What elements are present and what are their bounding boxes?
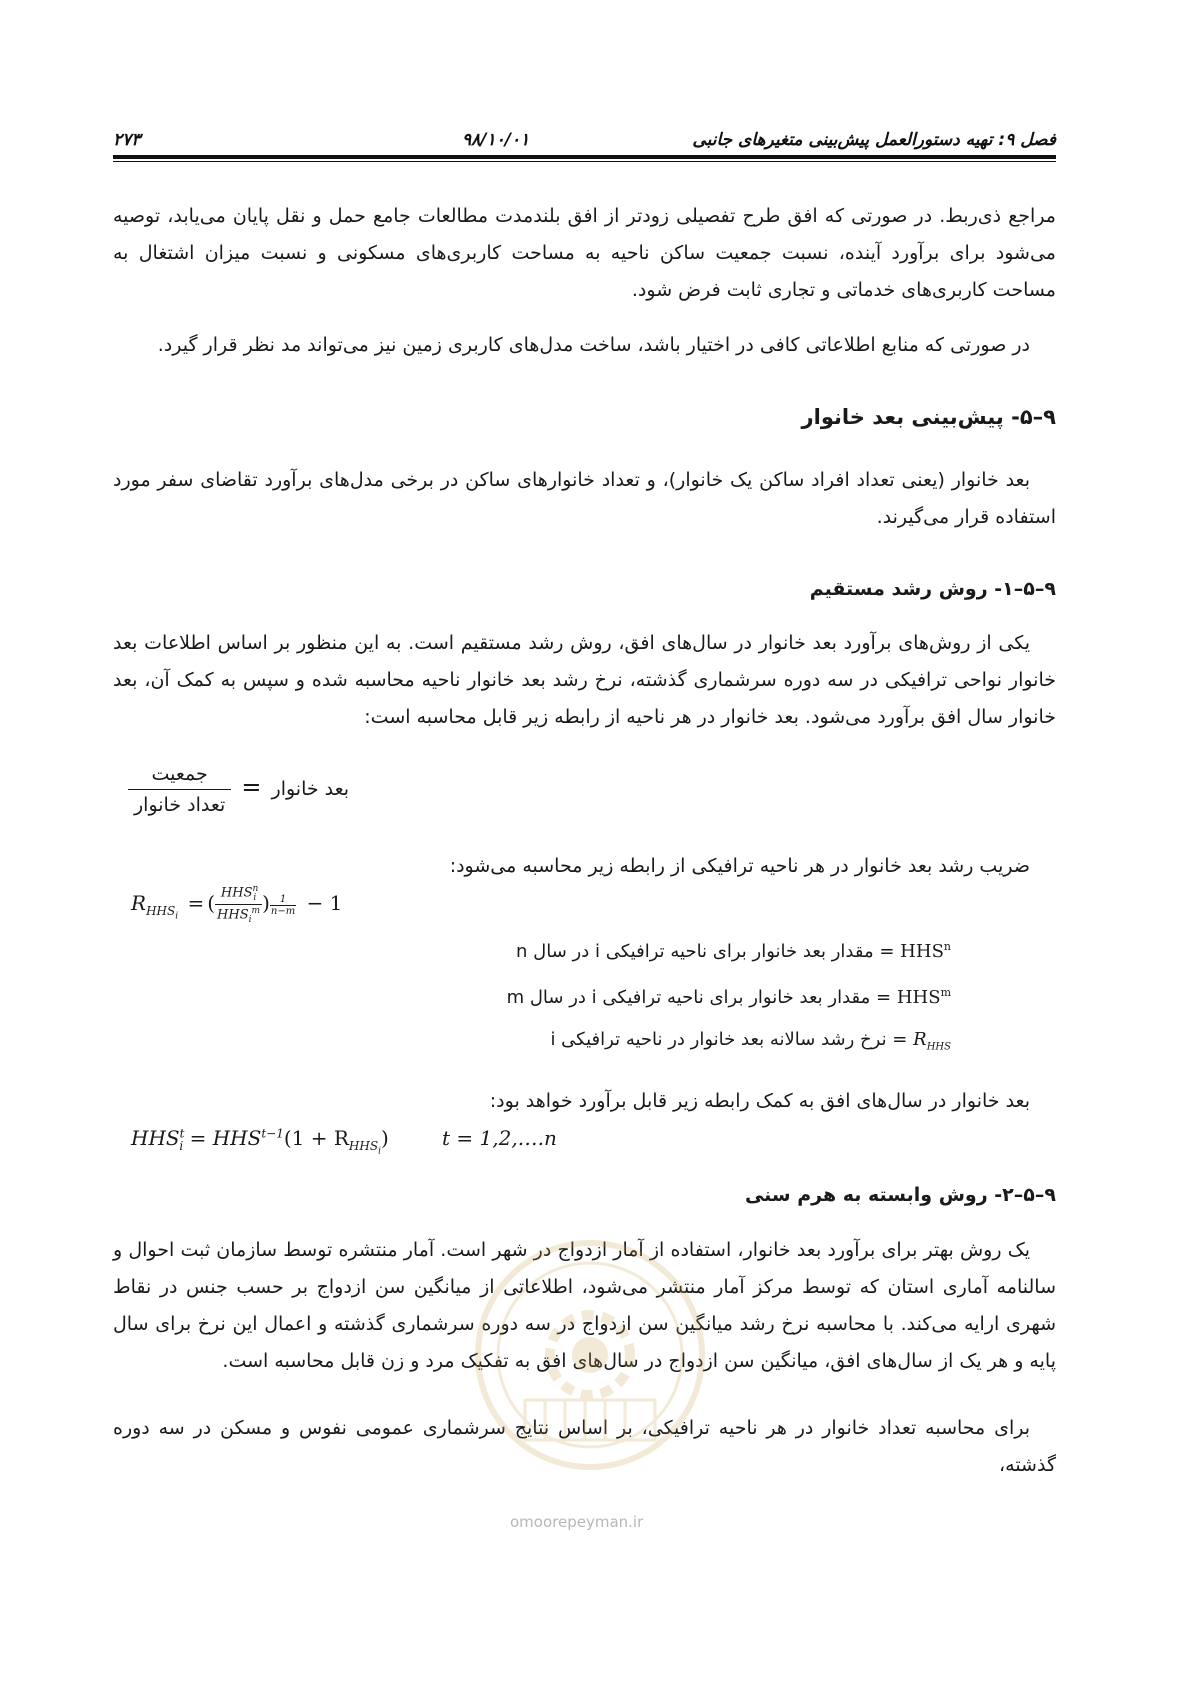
formula2-exponent: [270, 894, 296, 917]
paragraph-9-5-2-body-2-text: برای محاسبه تعداد خانوار در هر ناحیه ترافیکی، بر اساس نتایج سرشماری عمومی نفوس و مسکن در سه دوره گذشته،: [113, 1417, 1056, 1476]
formula2-lhs-subsub: i: [175, 911, 179, 922]
formula3-hhs: HHS: [131, 1126, 180, 1150]
definition-hhs-m: [507, 986, 951, 1008]
formula-forecast: [131, 1126, 389, 1156]
page-number: ۲۷۳: [113, 130, 141, 150]
formula1-fraction: [128, 763, 231, 816]
paragraph-9-5-1-body: [113, 625, 1056, 736]
formula2-tail: − 1: [306, 890, 343, 915]
formula2-exp-den: n−m: [270, 906, 296, 918]
def2-text: = مقدار بعد خانوار برای ناحیه ترافیکی i در سال m: [506, 987, 892, 1008]
formula2-lhs: R: [131, 890, 147, 915]
formula3-t-sup: t: [179, 1126, 185, 1141]
formula3-i-sub: i: [179, 1139, 184, 1153]
formula1-numerator: جمعیت: [128, 763, 231, 790]
forecast-intro-text: بعد خانوار در سال‌های افق به کمک رابطه زیر قابل برآورد خواهد بود:: [489, 1090, 1030, 1112]
formula2-fraction: [215, 884, 262, 925]
def2-sym: HHS: [896, 987, 941, 1008]
formula3-close: ): [380, 1126, 389, 1150]
formula-growth-rate: [131, 884, 342, 925]
running-header-chapter-title: فصل ۹: تهیه دستورالعمل پیش‌بینی متغیرهای جانبی: [692, 130, 1056, 150]
def3-sym: R: [913, 1029, 927, 1050]
paragraph-9-5-1-body-text: یکی از روش‌های برآورد بعد خانوار در سال‌های افق، روش رشد مستقیم است. به این منظور بر اساس اطلاعات بعد خانوار نواحی ترافیکی در سه دوره سرشماری گذشته، نرخ رشد بعد خانوار ناحیه محاسبه شده و سپس به کمک آن، بعد خانوار سال افق برآورد می‌شود. بعد خانوار در هر ناحیه از رابطه زیر قابل محاسبه است:: [113, 632, 1056, 728]
definition-r-hhs: [550, 1029, 951, 1053]
section-heading-9-5-2: ۹–۵–۲- روش وابسته به هرم سنی: [744, 1184, 1056, 1206]
paragraph-9-5-1: [113, 462, 1056, 536]
def1-symbol: [900, 941, 951, 962]
paragraph-growth-intro: [113, 848, 1056, 885]
header-rule-thick: [113, 155, 1056, 159]
formula2-exp-num: 1: [270, 894, 296, 906]
def3-text: = نرخ رشد سالانه بعد خانوار در ناحیه ترافیکی i: [550, 1029, 908, 1050]
formula2-den: HHS: [217, 907, 249, 923]
formula3-paren: (1 + R: [283, 1126, 349, 1150]
paragraph-forecast-intro: [113, 1083, 1056, 1120]
section-heading-9-5: ۹–۵- پیش‌بینی بعد خانوار: [801, 405, 1056, 429]
formula1-eq: =: [241, 773, 262, 801]
def2-symbol: [897, 987, 951, 1008]
def3-sub: HHS: [926, 1041, 951, 1053]
header-rule-thin: [113, 161, 1056, 162]
formula2-close: ): [262, 890, 270, 915]
running-header-date: ۹۸/۱۰/۰۱: [462, 130, 530, 150]
paragraph-9-5-1-text: بعد خانوار (یعنی تعداد افراد ساکن یک خانوار)، و تعداد خانوارهای ساکن در برخی مدل‌های برآورد تقاضای سفر مورد استفاده قرار می‌گیرند.: [113, 469, 1056, 528]
paragraph-9-5-2-body-text: یک روش بهتر برای برآورد بعد خانوار، استفاده از آمار ازدواج در شهر است. آمار منتشره توسط سازمان ثبت احوال و سالنامه آماری استان که توسط مرکز آمار منتشر می‌شود، اطلاعاتی از میانگین سن ازدواج بر حسب جنس در نقاط شهری ارایه می‌کند. با محاسبه نرخ رشد میانگین سن ازدواج در سه دوره سرشماری گذشته و اعمال این نرخ برای سال پایه و هر یک از سال‌های افق، میانگین سن ازدواج در سال‌های افق به تفکیک مرد و زن قابل محاسبه است.: [113, 1239, 1056, 1372]
formula2-den-sup: m: [251, 905, 261, 916]
definition-hhs-n: [516, 940, 951, 962]
formula2-lhs-sub: HHS: [146, 903, 176, 918]
formula-household-size: [128, 763, 349, 816]
formula2-num-sub: i: [253, 892, 257, 903]
formula3-t1-sup: t−1: [261, 1126, 284, 1141]
formula3-range: t = 1,2,….n: [442, 1126, 557, 1150]
formula1-denominator: تعداد خانوار: [134, 794, 226, 816]
paragraph-intro-1: مراجع ذی‌ربط. در صورتی که افق طرح تفصیلی زودتر از افق بلندمدت مطالعات جامع حمل و نقل پایان می‌یابد، توصیه می‌شود برای برآورد آینده، نسبت جمعیت ساکن ناحیه به مساحت کاربری‌های مسکونی و نسبت میزان اشتغال به مساحت کاربری‌های خدماتی و تجاری ثابت فرض شود.: [113, 205, 1056, 301]
formula2-open: (: [207, 890, 216, 915]
formula1-lhs: بعد خانوار: [271, 778, 350, 800]
formula2-num: HHS: [220, 885, 253, 901]
formula2-eq: =: [187, 890, 205, 915]
formula3-r-subsub: i: [378, 1146, 381, 1157]
formula3-eq: = HHS: [189, 1126, 262, 1150]
def1-text: = مقدار بعد خانوار برای ناحیه ترافیکی i در سال n: [516, 941, 895, 962]
growth-intro-text: ضریب رشد بعد خانوار در هر ناحیه ترافیکی از رابطه زیر محاسبه می‌شود:: [449, 855, 1030, 877]
formula3-r-sub: HHS: [348, 1139, 379, 1153]
formula2-den-sub: i: [248, 914, 252, 925]
section-heading-9-5-1: ۹–۵–۱- روش رشد مستقیم: [809, 578, 1056, 600]
paragraph-intro-2: [113, 327, 1056, 364]
def1-sym: HHS: [900, 941, 944, 962]
paragraph-intro-2-text: در صورتی که منابع اطلاعاتی کافی در اختیار باشد، ساخت مدل‌های کاربری زمین نیز می‌تواند مد نظر قرار گیرد.: [157, 334, 1030, 356]
watermark-url: omoorepeyman.ir: [510, 1513, 644, 1531]
def2-sup: m: [940, 986, 951, 999]
def3-symbol: [913, 1029, 951, 1053]
watermark-logo: [470, 1235, 710, 1475]
formula2-num-sup: n: [252, 884, 259, 894]
def1-sup: n: [943, 940, 951, 953]
